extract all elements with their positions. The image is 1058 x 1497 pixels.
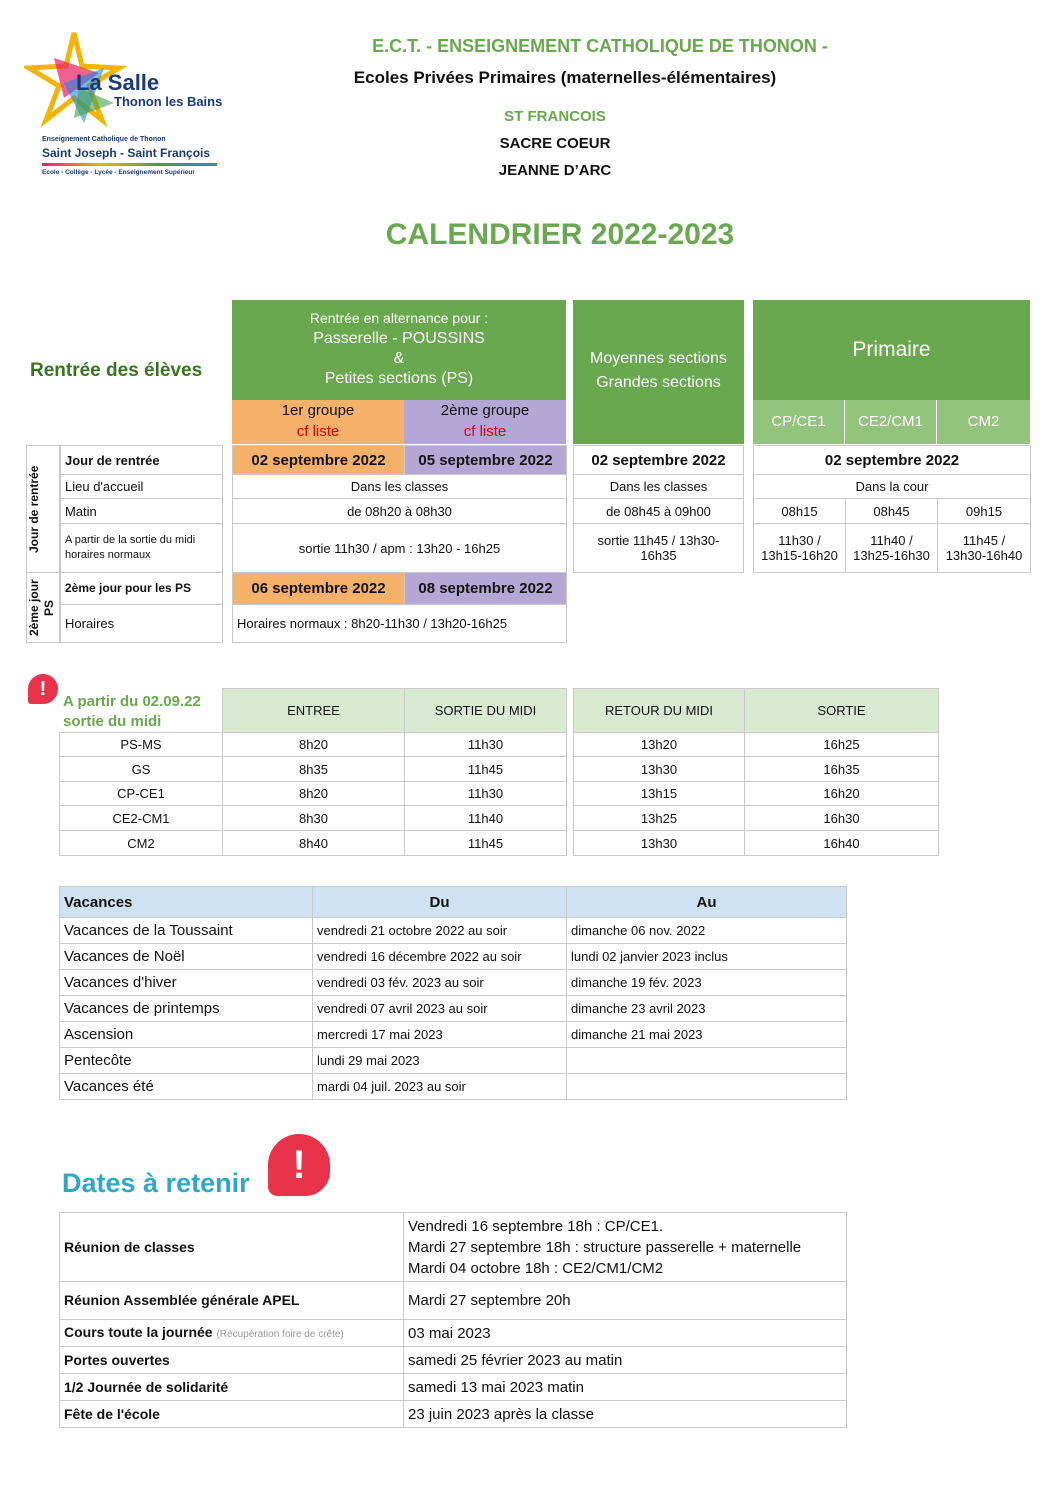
ps-header-1: Rentrée en alternance pour : <box>309 310 489 326</box>
vacances-au: dimanche 21 mai 2023 <box>567 1022 847 1048</box>
row-label-horaires: Horaires <box>61 605 223 643</box>
group2-cf: cf liste <box>463 423 507 440</box>
ce2-matin: 08h45 <box>846 499 938 524</box>
prim-lieu: Dans la cour <box>754 475 1031 499</box>
table-row <box>60 1282 847 1320</box>
entree-cell: 8h40 <box>223 831 405 856</box>
dates-title: Dates à retenir <box>62 1168 250 1198</box>
ps-header-2: Passerelle - POUSSINS <box>313 330 485 347</box>
table-row <box>60 757 567 782</box>
reunion-value <box>404 1213 847 1282</box>
vacances-name: Vacances de printemps <box>60 996 313 1022</box>
cp-matin: 08h15 <box>754 499 846 524</box>
table-row <box>574 733 939 757</box>
primaire-values-table <box>753 445 1031 573</box>
retour-cell: 13h15 <box>574 782 745 806</box>
ce2-sortie-2: 13h25-16h30 <box>853 548 930 563</box>
g2-jour2: 08 septembre 2022 <box>405 573 567 605</box>
ce2-sortie-1: 11h40 / <box>870 533 913 548</box>
table-row <box>574 782 939 806</box>
vacances-name: Vacances de la Toussaint <box>60 918 313 944</box>
ce2-cm1-header: CE2/CM1 <box>845 400 936 444</box>
row-label-sortie <box>61 524 223 573</box>
subtitle: Ecoles Privées Primaires (maternelles-élémentaires) <box>353 68 777 87</box>
cours-note: (Récupération foire de crête) <box>216 1328 344 1340</box>
sortie-midi-cell: 11h45 <box>405 757 567 782</box>
table-row <box>60 970 847 996</box>
vacances-name: Pentecôte <box>60 1048 313 1074</box>
table-row <box>60 1347 847 1374</box>
logo-city: Thonon les Bains <box>114 94 223 109</box>
table-row <box>60 1374 847 1401</box>
header-entree: ENTREE <box>223 689 405 733</box>
header-retour-midi: RETOUR DU MIDI <box>574 689 745 733</box>
vacances-du: mardi 04 juil. 2023 au soir <box>313 1074 567 1100</box>
solidarite-label: 1/2 Journée de solidarité <box>60 1374 404 1401</box>
vacances-name: Ascension <box>60 1022 313 1048</box>
ps-matin: de 08h20 à 08h30 <box>233 499 567 524</box>
vacances-au: lundi 02 janvier 2023 inclus <box>567 944 847 970</box>
table-row <box>60 1022 847 1048</box>
primaire-header: Primaire <box>753 300 1030 400</box>
group2-header <box>404 400 566 444</box>
school-sacre-coeur: SACRE COEUR <box>499 135 611 152</box>
cm2-sortie-2: 13h30-16h40 <box>945 548 1023 563</box>
cm2-matin: 09h15 <box>938 499 1031 524</box>
g2-date: 05 septembre 2022 <box>405 446 567 475</box>
fete-value: 23 juin 2023 après la classe <box>404 1401 847 1428</box>
warning-large-icon: ! <box>268 1134 330 1196</box>
sortie-cell: 16h35 <box>745 757 939 782</box>
ps-horaires: Horaires normaux : 8h20-11h30 / 13h20-16h25 <box>233 605 567 643</box>
cp-sortie-1: 11h30 / <box>778 533 821 548</box>
ms-matin: de 08h45 à 09h00 <box>574 499 744 524</box>
row-label-matin: Matin <box>61 499 223 524</box>
ms-sortie-1: sortie 11h45 / 13h30- <box>597 533 720 548</box>
vacances-du: lundi 29 mai 2023 <box>313 1048 567 1074</box>
schedule-label-2: sortie du midi <box>63 713 162 730</box>
vacances-au <box>567 1074 847 1100</box>
sortie-midi-cell: 11h30 <box>405 782 567 806</box>
schedule-corner <box>60 689 223 733</box>
class-cell: CP-CE1 <box>60 782 223 806</box>
ps-header-3: & <box>393 350 405 367</box>
sortie-midi-cell: 11h30 <box>405 733 567 757</box>
vacances-au: dimanche 23 avril 2023 <box>567 996 847 1022</box>
prim-date: 02 septembre 2022 <box>754 446 1031 475</box>
ce2-sortie <box>846 524 938 573</box>
vacances-header-au: Au <box>567 887 847 918</box>
logo-line1: Enseignement Catholique de Thonon <box>42 136 166 143</box>
cm2-sortie <box>938 524 1031 573</box>
ms-lieu: Dans les classes <box>574 475 744 499</box>
cm2-sortie-1: 11h45 / <box>962 533 1006 548</box>
side-label-jour-rentree: Jour de rentrée <box>27 465 41 553</box>
entree-cell: 8h20 <box>223 733 405 757</box>
group1-label: 1er groupe <box>281 402 355 419</box>
row-label-jour: Jour de rentrée <box>61 446 223 475</box>
retour-cell: 13h20 <box>574 733 745 757</box>
ms-sortie <box>574 524 744 573</box>
cp-sortie <box>754 524 846 573</box>
vacances-au <box>567 1048 847 1074</box>
class-cell: PS-MS <box>60 733 223 757</box>
table-row <box>60 831 567 856</box>
table-row <box>60 806 567 831</box>
group1-header <box>232 400 404 444</box>
gs-label: Grandes sections <box>596 374 721 391</box>
table-row <box>574 831 939 856</box>
logo-line2: Saint Joseph - Saint François <box>42 146 211 160</box>
ms-sortie-2: 16h35 <box>640 548 677 563</box>
ps-header-4: Petites sections (PS) <box>324 370 474 387</box>
vacances-au: dimanche 19 fév. 2023 <box>567 970 847 996</box>
warning-icon: ! <box>28 674 58 704</box>
table-row <box>60 733 567 757</box>
logo-bar <box>42 163 217 166</box>
vacances-name: Vacances d'hiver <box>60 970 313 996</box>
ps-lieu: Dans les classes <box>233 475 567 499</box>
reunion-line-3: Mardi 04 octobre 18h : CE2/CM1/CM2 <box>408 1259 664 1277</box>
reunion-line-1: Vendredi 16 septembre 18h : CP/CE1. <box>408 1217 664 1235</box>
portes-value: samedi 25 février 2023 au matin <box>404 1347 847 1374</box>
ps-header <box>232 300 566 400</box>
vacances-du: vendredi 07 avril 2023 au soir <box>313 996 567 1022</box>
sortie-cell: 16h40 <box>745 831 939 856</box>
schedule-label-1: A partir du 02.09.22 <box>63 693 201 710</box>
vacances-au: dimanche 06 nov. 2022 <box>567 918 847 944</box>
school-logo <box>24 28 224 188</box>
calendar-title: CALENDRIER 2022-2023 <box>385 218 735 251</box>
vacances-du: vendredi 21 octobre 2022 au soir <box>313 918 567 944</box>
cp-ce1-header: CP/CE1 <box>753 400 844 444</box>
side-label-cell-1 <box>27 446 60 573</box>
g1-date: 02 septembre 2022 <box>233 446 405 475</box>
ms-label: Moyennes sections <box>590 350 727 367</box>
sortie-cell: 16h20 <box>745 782 939 806</box>
vacances-du: vendredi 03 fév. 2023 au soir <box>313 970 567 996</box>
ps-sortie: sortie 11h30 / apm : 13h20 - 16h25 <box>233 524 567 573</box>
solidarite-value: samedi 13 mai 2023 matin <box>404 1374 847 1401</box>
apel-value: Mardi 27 septembre 20h <box>404 1282 847 1320</box>
row-label-sortie-b: horaires normaux <box>65 549 151 561</box>
table-row <box>60 1048 847 1074</box>
logo-name: La Salle <box>76 70 160 95</box>
cours-label: Cours toute la journée <box>64 1323 213 1340</box>
side-label-2eme-jour: 2ème jour PS <box>27 579 56 636</box>
sortie-cell: 16h25 <box>745 733 939 757</box>
table-row <box>60 996 847 1022</box>
side-label-cell-2 <box>27 573 60 643</box>
table-row <box>60 1320 847 1347</box>
entree-cell: 8h35 <box>223 757 405 782</box>
sortie-midi-cell: 11h40 <box>405 806 567 831</box>
vacances-name: Vacances été <box>60 1074 313 1100</box>
cours-label-cell <box>60 1320 404 1347</box>
cp-sortie-2: 13h15-16h20 <box>761 548 838 563</box>
g1-jour2: 06 septembre 2022 <box>233 573 405 605</box>
class-cell: CE2-CM1 <box>60 806 223 831</box>
row-label-lieu: Lieu d'accueil <box>61 475 223 499</box>
row-labels-table <box>60 445 223 643</box>
cours-value: 03 mai 2023 <box>404 1320 847 1347</box>
retour-cell: 13h30 <box>574 757 745 782</box>
cm2-header: CM2 <box>937 400 1030 444</box>
dates-table <box>59 1212 847 1428</box>
entree-cell: 8h20 <box>223 782 405 806</box>
vacances-header-name: Vacances <box>60 887 313 918</box>
row-label-sortie-a: A partir de la sortie du midi <box>65 534 196 546</box>
table-row <box>60 918 847 944</box>
class-cell: CM2 <box>60 831 223 856</box>
retour-cell: 13h30 <box>574 831 745 856</box>
ms-values-table <box>573 445 744 573</box>
retour-cell: 13h25 <box>574 806 745 831</box>
schedule-table-left <box>59 688 567 856</box>
apel-label: Réunion Assemblée générale APEL <box>60 1282 404 1320</box>
schedule-table-right <box>573 688 939 856</box>
reunion-label: Réunion de classes <box>60 1213 404 1282</box>
vacances-name: Vacances de Noël <box>60 944 313 970</box>
side-labels-table <box>26 445 60 643</box>
portes-label: Portes ouvertes <box>60 1347 404 1374</box>
school-st-francois: ST FRANCOIS <box>504 108 606 125</box>
school-jeanne-darc: JEANNE D’ARC <box>498 162 612 179</box>
main-title: E.C.T. - ENSEIGNEMENT CATHOLIQUE DE THONON - <box>372 36 828 56</box>
table-row <box>574 806 939 831</box>
ms-date: 02 septembre 2022 <box>574 446 744 475</box>
group1-cf: cf liste <box>296 423 340 440</box>
table-row <box>60 1213 847 1282</box>
table-row <box>60 1401 847 1428</box>
table-row <box>60 1074 847 1100</box>
logo-line3: Ecole - Collège - Lycée - Enseignement Supérieur <box>42 169 195 176</box>
vacances-table <box>59 886 847 1100</box>
fete-label: Fête de l'école <box>60 1401 404 1428</box>
reunion-line-2: Mardi 27 septembre 18h : structure passerelle + maternelle <box>408 1238 802 1256</box>
sortie-cell: 16h30 <box>745 806 939 831</box>
vacances-header-du: Du <box>313 887 567 918</box>
rentree-label: Rentrée des élèves <box>30 360 203 381</box>
table-row <box>60 944 847 970</box>
vacances-du: mercredi 17 mai 2023 <box>313 1022 567 1048</box>
header-sortie: SORTIE <box>745 689 939 733</box>
entree-cell: 8h30 <box>223 806 405 831</box>
ms-gs-header <box>573 300 744 444</box>
vacances-du: vendredi 16 décembre 2022 au soir <box>313 944 567 970</box>
row-label-jour2: 2ème jour pour les PS <box>61 573 223 605</box>
ps-values-table <box>232 445 567 643</box>
table-row <box>574 757 939 782</box>
class-cell: GS <box>60 757 223 782</box>
header-sortie-midi: SORTIE DU MIDI <box>405 689 567 733</box>
table-row <box>60 782 567 806</box>
sortie-midi-cell: 11h45 <box>405 831 567 856</box>
group2-label: 2ème groupe <box>440 402 530 419</box>
